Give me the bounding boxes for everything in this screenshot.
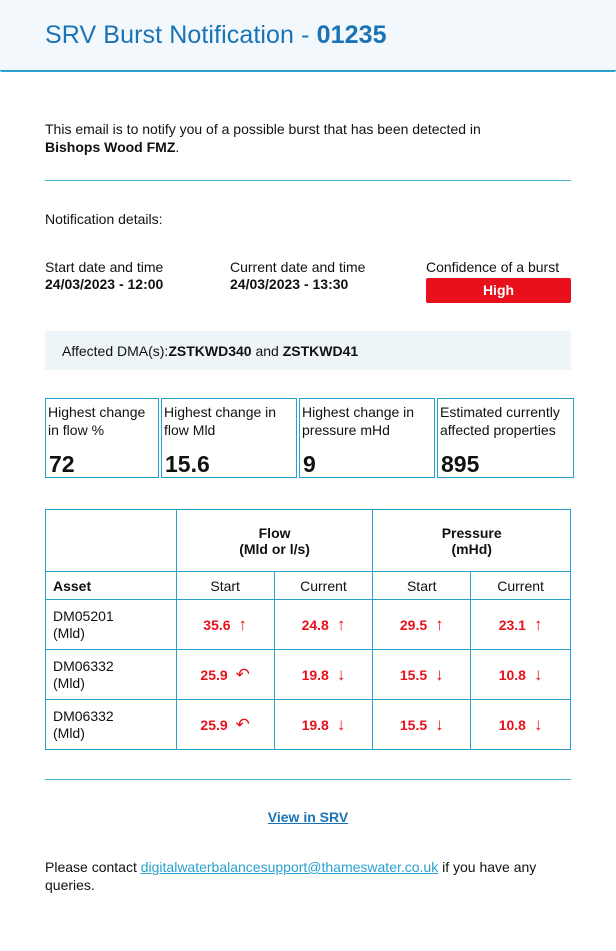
- table-group-header: [46, 510, 571, 572]
- asset-rows: [46, 600, 571, 750]
- pressure-start-cell: [373, 650, 471, 700]
- pressure-start-header: Start: [373, 572, 471, 600]
- arrow-up-icon: ↑: [238, 614, 248, 634]
- flow-current-cell: [274, 600, 373, 650]
- current-label: Current date and time: [230, 259, 366, 275]
- notification-id: 01235: [316, 20, 387, 49]
- pressure-unit: (mHd): [451, 540, 492, 557]
- value: 19.8: [301, 666, 329, 683]
- intro-paragraph: [45, 120, 571, 156]
- asset-id: DM06332: [53, 707, 114, 724]
- pressure-start-cell: [373, 700, 471, 750]
- flow-start-cell: [176, 650, 274, 700]
- stat-value: 9: [303, 451, 316, 477]
- table-row: [46, 700, 571, 750]
- contact-prefix: Please contact: [45, 859, 141, 875]
- flow-start-cell: [176, 600, 274, 650]
- support-email-link[interactable]: digitalwaterbalancesupport@thameswater.co.uk: [140, 859, 439, 875]
- value: 24.8: [301, 616, 329, 633]
- intro-suffix: .: [175, 139, 180, 155]
- empty-header-cell: [46, 510, 177, 572]
- pressure-current-cell: [471, 600, 571, 650]
- dma-label: Affected DMA(s):: [62, 342, 169, 359]
- arrow-down-icon: ↓: [533, 664, 543, 684]
- asset-cell: [46, 650, 177, 700]
- email-title: [45, 21, 387, 50]
- affected-dma-panel: [45, 331, 571, 370]
- stat-label: Highest change in flow Mld: [164, 404, 277, 438]
- contact-suffix: if you have any queries.: [45, 859, 537, 893]
- pressure-current-header: Current: [471, 572, 571, 600]
- asset-id: DM05201: [53, 607, 114, 624]
- pressure-title: Pressure: [441, 524, 502, 541]
- confidence: [426, 259, 571, 303]
- pressure-group-header: [373, 510, 571, 572]
- stat-flow-percent: [45, 398, 159, 478]
- stat-label: Estimated currently affected properties: [440, 404, 560, 438]
- table-sub-header: [46, 572, 571, 600]
- flow-current-cell: [274, 700, 373, 750]
- asset-table: [45, 509, 571, 750]
- arrow-down-icon: ↓: [435, 664, 444, 684]
- flow-unit: (Mld or l/s): [239, 540, 310, 557]
- arrow-up-icon: ↑: [435, 614, 444, 634]
- value: 15.5: [399, 716, 428, 733]
- start-value: 24/03/2023 - 12:00: [45, 276, 164, 292]
- return-arrow-icon: ↶: [235, 714, 250, 734]
- value: 23.1: [498, 616, 526, 633]
- flow-current-header: Current: [274, 572, 373, 600]
- stat-properties: [437, 398, 574, 478]
- contact-paragraph: [45, 858, 571, 894]
- stat-pressure: [299, 398, 435, 478]
- view-in-srv-link[interactable]: View in SRV: [267, 809, 349, 825]
- stat-label: Highest change in flow %: [48, 404, 146, 438]
- dma-first: ZSTKWD340: [168, 342, 252, 359]
- stat-value: 15.6: [165, 451, 210, 477]
- stat-value: 72: [49, 451, 75, 477]
- value: 10.8: [498, 716, 526, 733]
- details-row: [45, 259, 571, 303]
- asset-id: DM06332: [53, 657, 114, 674]
- title-prefix: SRV Burst Notification -: [45, 20, 317, 49]
- intro-location: Bishops Wood FMZ: [45, 139, 176, 155]
- arrow-down-icon: ↓: [533, 714, 543, 734]
- flow-start-cell: [176, 700, 274, 750]
- divider: [45, 180, 571, 181]
- return-arrow-icon: ↶: [235, 664, 250, 684]
- notification-details-label: Notification details:: [45, 211, 163, 227]
- flow-title: Flow: [258, 524, 291, 541]
- pressure-current-cell: [471, 700, 571, 750]
- arrow-down-icon: ↓: [435, 714, 444, 734]
- arrow-up-icon: ↑: [336, 614, 346, 634]
- start-datetime: [45, 259, 230, 303]
- asset-unit: (Mld): [53, 624, 85, 641]
- stat-flow-mld: [161, 398, 297, 478]
- value: 35.6: [203, 616, 231, 633]
- asset-cell: [46, 700, 177, 750]
- asset-unit: (Mld): [53, 674, 85, 691]
- stat-label: Highest change in pressure mHd: [302, 404, 415, 438]
- stat-value: 895: [441, 451, 480, 477]
- confidence-badge: High: [426, 278, 571, 303]
- confidence-label: Confidence of a burst: [426, 259, 560, 275]
- asset-unit: (Mld): [53, 724, 85, 741]
- start-label: Start date and time: [45, 259, 164, 275]
- value: 29.5: [399, 616, 428, 633]
- current-value: 24/03/2023 - 13:30: [230, 276, 349, 292]
- value: 25.9: [200, 666, 228, 683]
- email-body: [0, 120, 616, 894]
- value: 10.8: [498, 666, 526, 683]
- flow-current-cell: [274, 650, 373, 700]
- value: 25.9: [200, 716, 228, 733]
- table-row: [46, 600, 571, 650]
- flow-group-header: [176, 510, 373, 572]
- intro-text: This email is to notify you of a possible burst that has been detected in: [45, 121, 481, 137]
- table-row: [46, 650, 571, 700]
- dma-second: ZSTKWD41: [282, 342, 359, 359]
- asset-header: Asset: [46, 572, 177, 600]
- arrow-down-icon: ↓: [336, 714, 346, 734]
- dma-joiner: and: [251, 342, 283, 359]
- value: 15.5: [399, 666, 428, 683]
- asset-cell: [46, 600, 177, 650]
- value: 19.8: [301, 716, 329, 733]
- arrow-up-icon: ↑: [533, 614, 543, 634]
- pressure-current-cell: [471, 650, 571, 700]
- cta-container: [45, 809, 571, 827]
- stats-grid: [45, 398, 571, 478]
- email-header: [0, 0, 616, 72]
- divider: [45, 779, 571, 780]
- pressure-start-cell: [373, 600, 471, 650]
- flow-start-header: Start: [176, 572, 274, 600]
- arrow-down-icon: ↓: [336, 664, 346, 684]
- current-datetime: [230, 259, 426, 303]
